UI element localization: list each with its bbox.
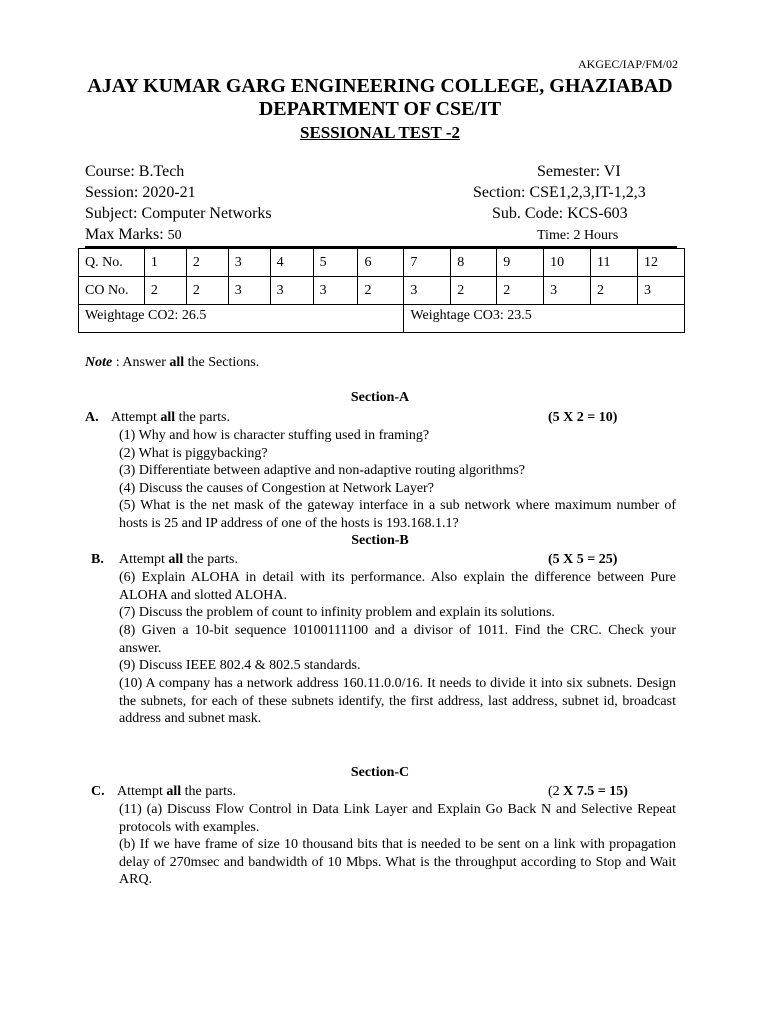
- note-text-post: the Sections.: [184, 355, 260, 370]
- question-10: (10) A company has a network address 160.11.0.0/16. It needs to divide it into six subnets. Design the subnets, for each of these subnets identify, the first address, last address, subnet id, broadcast address and subnet mask.: [119, 676, 676, 726]
- question-9: (9) Discuss IEEE 802.4 & 802.5 standards.: [119, 658, 361, 673]
- max-marks: [85, 226, 182, 244]
- question-11a: (11) (a) Discuss Flow Control in Data Link Layer and Explain Go Back N and Selective Repeat protocols with examples.: [119, 802, 676, 835]
- note-bold: all: [169, 355, 185, 370]
- question-6: (6) Explain ALOHA in detail with its performance. Also explain the difference between Pure ALOHA and slotted ALOHA.: [119, 570, 676, 603]
- co-no-row: [79, 277, 685, 305]
- section-c-instruction: Attempt all the parts.: [117, 784, 236, 799]
- co-no-cell: 2: [451, 277, 497, 305]
- q-no-row: [79, 249, 685, 277]
- co-no-cell: 3: [313, 277, 358, 305]
- co-no-cell: 2: [591, 277, 638, 305]
- form-code: AKGEC/IAP/FM/02: [577, 57, 678, 71]
- section-c-marks: (2 X 7.5 = 15): [548, 784, 628, 799]
- section: Section: CSE1,2,3,IT-1,2,3: [473, 184, 646, 201]
- co-no-cell: 3: [270, 277, 313, 305]
- co-no-cell: 2: [186, 277, 228, 305]
- question-4: (4) Discuss the causes of Congestion at Network Layer?: [119, 481, 434, 496]
- q-no-cell: 6: [358, 249, 404, 277]
- college-name: AJAY KUMAR GARG ENGINEERING COLLEGE, GHAZIABAD: [87, 75, 673, 97]
- note-label: Note: [85, 355, 113, 370]
- q-no-cell: 1: [144, 249, 186, 277]
- section-a-marks: (5 X 2 = 10): [548, 410, 618, 425]
- question-8: (8) Given a 10-bit sequence 10100111100 and a divisor of 1011. Find the CRC. Check your answer.: [119, 623, 676, 656]
- question-11b: (b) If we have frame of size 10 thousand bits that is needed to be sent on a link with propagation delay of 270msec and bandwidth of 10 Mbps. What is the throughput according to Stop and Wait ARQ.: [119, 837, 676, 887]
- co-no-cell: 3: [544, 277, 591, 305]
- q-no-cell: 8: [451, 249, 497, 277]
- section-b-letter: B.: [91, 552, 104, 567]
- section-a-title: Section-A: [350, 390, 410, 405]
- q-no-cell: 7: [404, 249, 451, 277]
- test-title: SESSIONAL TEST -2: [299, 123, 460, 142]
- max-marks-value: 50: [167, 228, 182, 243]
- weightage-row: [79, 305, 685, 333]
- weightage-co3: Weightage CO3: 23.5: [404, 305, 685, 333]
- q-no-cell: 2: [186, 249, 228, 277]
- subject: Subject: Computer Networks: [85, 205, 272, 222]
- question-1: (1) Why and how is character stuffing used in framing?: [119, 428, 430, 443]
- q-no-cell: 9: [497, 249, 544, 277]
- q-no-cell: 4: [270, 249, 313, 277]
- session: Session: 2020-21: [85, 184, 196, 201]
- weightage-co2: Weightage CO2: 26.5: [79, 305, 404, 333]
- question-3: (3) Differentiate between adaptive and non-adaptive routing algorithms?: [119, 463, 525, 478]
- co-table: [78, 248, 685, 333]
- section-a-instruction: Attempt all the parts.: [111, 410, 230, 425]
- q-no-cell: 10: [544, 249, 591, 277]
- department-name: DEPARTMENT OF CSE/IT: [258, 98, 502, 120]
- time: Time: 2 Hours: [537, 228, 619, 243]
- section-b-instruction: Attempt all the parts.: [119, 552, 238, 567]
- co-no-cell: 2: [144, 277, 186, 305]
- q-no-cell: 12: [637, 249, 684, 277]
- co-no-cell: 3: [637, 277, 684, 305]
- q-no-label: Q. No.: [79, 249, 145, 277]
- section-c-title: Section-C: [350, 765, 410, 780]
- q-no-cell: 11: [591, 249, 638, 277]
- question-7: (7) Discuss the problem of count to infinity problem and explain its solutions.: [119, 605, 555, 620]
- section-b-marks: (5 X 5 = 25): [548, 552, 618, 567]
- q-no-cell: 5: [313, 249, 358, 277]
- max-marks-label: Max Marks:: [85, 226, 164, 243]
- co-no-cell: 2: [497, 277, 544, 305]
- co-no-cell: 3: [228, 277, 270, 305]
- section-b-title: Section-B: [351, 533, 409, 548]
- co-no-label: CO No.: [79, 277, 145, 305]
- question-5: (5) What is the net mask of the gateway interface in a sub network where maximum number of hosts is 25 and IP address of one of the hosts is 193.168.1.1?: [119, 498, 676, 531]
- question-2: (2) What is piggybacking?: [119, 446, 268, 461]
- section-a-letter: A.: [85, 410, 99, 425]
- course: Course: B.Tech: [85, 163, 185, 180]
- note: [85, 354, 259, 372]
- q-no-cell: 3: [228, 249, 270, 277]
- note-text-pre: : Answer: [112, 355, 170, 370]
- semester: Semester: VI: [537, 163, 621, 180]
- section-c-letter: C.: [91, 784, 105, 799]
- co-no-cell: 3: [404, 277, 451, 305]
- co-no-cell: 2: [358, 277, 404, 305]
- sub-code: Sub. Code: KCS-603: [492, 205, 628, 222]
